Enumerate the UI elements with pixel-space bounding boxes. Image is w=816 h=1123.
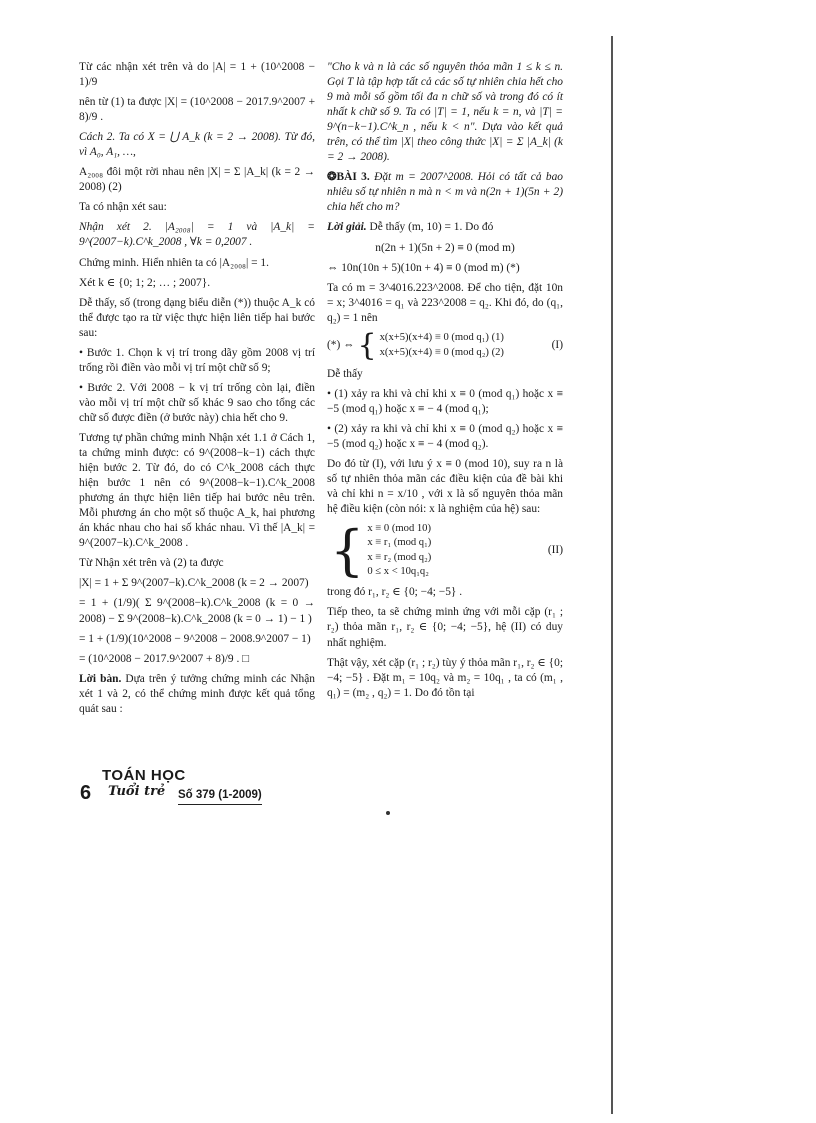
system-tag: (I) <box>551 339 563 352</box>
issue-number: Số 379 (1-2009) <box>178 788 262 805</box>
system-tag: (II) <box>547 544 563 557</box>
solution-text: Dễ thấy (m, 10) = 1. Do đó <box>366 221 494 234</box>
left-column <box>79 60 315 722</box>
equation: ⇔ 10n(10n + 5)(10n + 4) ≡ 0 (mod m) (*) <box>327 261 520 274</box>
system-line: x(x+5)(x+4) ≡ 0 (mod q₁) (1) <box>379 332 504 344</box>
paragraph: Dễ thấy, số (trong dạng biểu diễn (*)) thuộc A_k có thể được tạo ra từ việc thực hiện liên tiếp hai bước sau: <box>79 296 315 339</box>
bullet: • (2) xảy ra khi và chỉ khi x ≡ 0 (mod q₂) hoặc x ≡ −5 (mod q₂) hoặc x ≡ − 4 (mod q₂). <box>327 422 563 450</box>
paragraph: nên từ (1) ta được |X| = (10^2008 − 2017.9^2007 + 8)/9 . <box>79 96 315 124</box>
system-I <box>327 327 563 363</box>
system-lines <box>380 331 504 360</box>
problem-3 <box>327 170 563 215</box>
brace: { <box>357 327 377 363</box>
paragraph: Do đó từ (I), với lưu ý x ≡ 0 (mod 10), suy ra n là số tự nhiên thỏa mãn các điều kiện của đề bài khi và chỉ khi n = x/10 , với x là số nguyên thỏa mãn hệ điều kiện (còn nói: x là nghiệm của hệ) sau: <box>327 457 563 516</box>
equivalence-label: (*) ⇔ <box>327 339 355 352</box>
equation: |X| = 1 + Σ 9^(2007−k).C^k_2008 (k = 2 → 2007) <box>79 577 309 590</box>
general-result: "Cho k và n là các số nguyên thỏa mãn 1 ≤ k ≤ n. Gọi T là tập hợp tất cả các số tự nhiên chia hết cho 9 mà mỗi số gồm tối đa n chữ số và trong đó có ít nhất k chữ số 9. Ta có |T| = 1, nếu k = n, và |T| = 9^(n−k−1).C^k_n , nếu k < n". Dựa vào kết quả trên, có thể tìm |X| theo công thức |X| = Σ |A_k| (k = 2 → 2008). <box>327 61 563 164</box>
step-1: • Bước 1. Chọn k vị trí trong dãy gồm 2008 vị trí trống rồi điền vào mỗi vị trí một chữ số 9; <box>79 346 315 374</box>
paragraph: Chứng minh. Hiển nhiên ta có |A₂₀₀₈| = 1. <box>79 256 269 269</box>
paragraph: Tiếp theo, ta sẽ chứng minh ứng với mỗi cặp (r₁ ; r₂) thỏa mãn r₁, r₂ ∈ {0; −4; −5}, hệ (II) có duy nhất nghiệm. <box>327 606 563 649</box>
paragraph <box>79 672 315 717</box>
commentary-heading: Lời bàn. <box>79 672 122 685</box>
equation: n(2n + 1)(5n + 2) ≡ 0 (mod m) <box>375 241 515 254</box>
system-line: x ≡ r₂ (mod q₂) <box>367 551 432 563</box>
system-II <box>327 518 563 582</box>
paragraph: Tương tự phần chứng minh Nhận xét 1.1 ở Cách 1, ta chứng minh được: có 9^(2008−k−1) cách thực hiện bước 2. Từ đó, do có C^k_2008 cách thực hiện bước 1 nên có 9^(2008−k−1).C^k_2008 phương án thực hiện liên tiếp hai bước nêu trên. Mỗi phương án cho một số thuộc A_k, hai phương án khác nhau cho hai số khác nhau. Vì thế |A_k| = 9^(2007−k).C^k_2008 . <box>79 431 315 550</box>
equation: = 1 + (1/9)(10^2008 − 9^2008 − 2008.9^2007 − 1) <box>79 632 311 645</box>
paragraph: Từ Nhận xét trên và (2) ta được <box>79 557 224 570</box>
page-footer <box>80 766 300 808</box>
commentary-text: Dựa trên ý tưởng chứng minh các Nhận xét 1 và 2, có thể chứng minh được kết quả tổng quát sau : <box>79 672 315 715</box>
paragraph: Dễ thấy <box>327 367 363 380</box>
system-lines <box>367 522 431 579</box>
equation: = 1 + (1/9)( Σ 9^(2008−k).C^k_2008 (k = 0 → 2008) − Σ 9^(2008−k).C^k_2008 (k = 0 → 1) − 1 ) <box>79 597 315 625</box>
magazine-logo-subtitle: Tuổi trẻ <box>108 784 166 799</box>
dot-mark <box>386 811 390 815</box>
problem-heading: ❂BÀI 3. <box>327 171 370 184</box>
paragraph: A₂₀₀₈ đôi một rời nhau nên |X| = Σ |A_k| (k = 2 → 2008) (2) <box>79 166 315 194</box>
magazine-logo: TOÁN HỌC <box>102 767 186 784</box>
bullet: • (1) xảy ra khi và chỉ khi x ≡ 0 (mod q₁) hoặc x ≡ −5 (mod q₁) hoặc x ≡ − 4 (mod q₁); <box>327 387 563 415</box>
equation: = (10^2008 − 2017.9^2007 + 8)/9 . □ <box>79 652 250 665</box>
paragraph: Ta có m = 3^4016.223^2008. Để cho tiện, đặt 10n = x; 3^4016 = q₁ và 223^2008 = q₂. Khi đó, do (q₁, q₂) = 1 nên <box>327 281 563 324</box>
paragraph: Cách 2. Ta có X = ⋃ A_k (k = 2 → 2008). Từ đó, vì A₀, A₁, …, <box>79 131 315 159</box>
brace: { <box>330 518 365 582</box>
right-column <box>327 60 563 706</box>
system-line: x(x+5)(x+4) ≡ 0 (mod q₂) (2) <box>379 346 504 358</box>
paragraph: Từ các nhận xét trên và do |A| = 1 + (10^2008 − 1)/9 <box>79 61 315 89</box>
paragraph: Xét k ∈ {0; 1; 2; … ; 2007}. <box>79 276 211 289</box>
problem-text: Đặt m = 2007^2008. Hỏi có tất cả bao nhiêu số tự nhiên n mà n < m và n(2n + 1)(5n + 2) chia hết cho m? <box>327 171 563 214</box>
system-line: x ≡ r₁ (mod q₁) <box>367 537 432 549</box>
page-number: 6 <box>80 782 92 804</box>
remark-2: Nhận xét 2. |A₂₀₀₈| = 1 và |A_k| = 9^(2007−k).C^k_2008 , ∀k = 0,2007 . <box>79 221 315 249</box>
system-line: 0 ≤ x < 10q₁q₂ <box>367 566 429 578</box>
system-line: x ≡ 0 (mod 10) <box>367 523 432 535</box>
paragraph <box>327 220 563 235</box>
solution-heading: Lời giải. <box>327 221 367 234</box>
page-divider-line <box>611 36 613 1114</box>
paragraph: Thật vậy, xét cặp (r₁ ; r₂) tùy ý thỏa mãn r₁, r₂ ∈ {0; −4; −5} . Đặt m₁ = 10q₂ và m₂ = 10q₁ , ta có (m₁ , q₁) = (m₂ , q₂) = 1. Do đó tồn tại <box>327 656 563 699</box>
paragraph: trong đó r₁, r₂ ∈ {0; −4; −5} . <box>327 586 463 599</box>
paragraph: Ta có nhận xét sau: <box>79 201 167 214</box>
step-2: • Bước 2. Với 2008 − k vị trí trống còn lại, điền vào mỗi vị trí một chữ số khác 9 sao cho tổng các chữ số được điền (ở bước này) chia hết cho 9. <box>79 381 315 424</box>
